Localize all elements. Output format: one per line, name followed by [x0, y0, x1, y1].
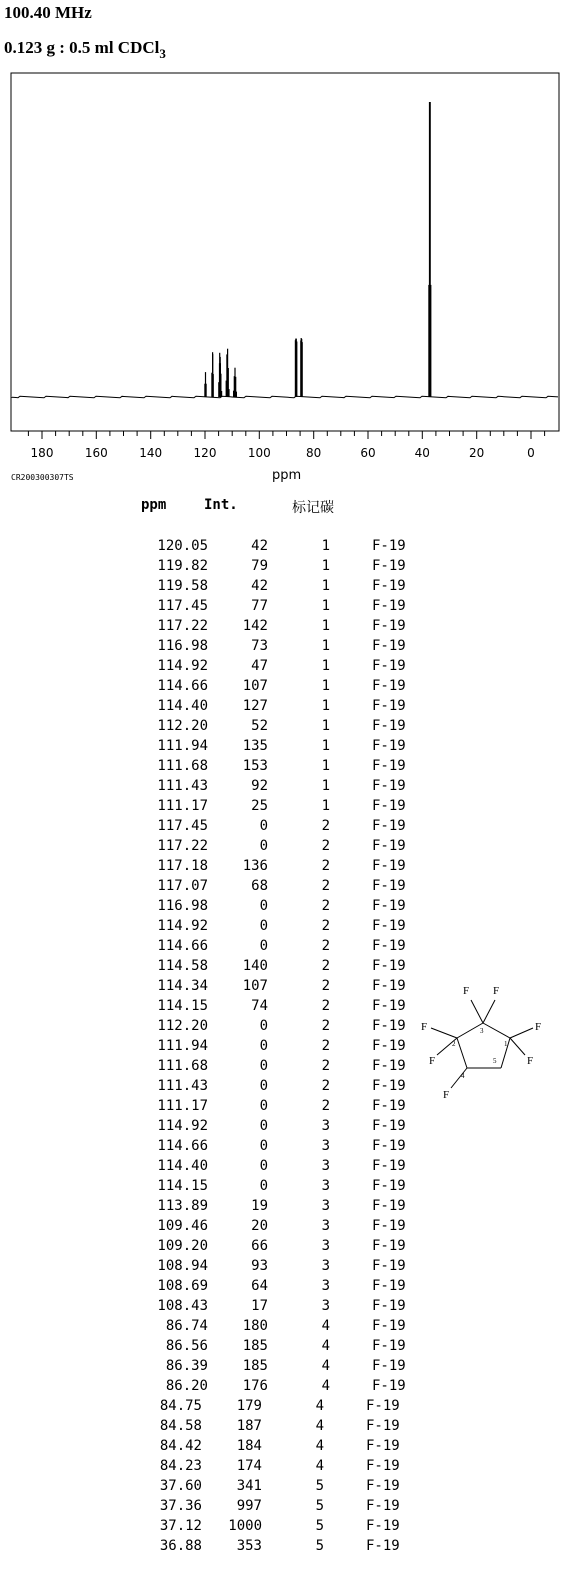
- table-row: [0, 1318, 570, 1338]
- row-ppm: 111.43: [157, 778, 208, 794]
- row-carbon: 3: [321, 1298, 330, 1314]
- table-row: [0, 1518, 570, 1538]
- row-ppm: 37.36: [159, 1498, 202, 1514]
- row-carbon: 2: [321, 918, 330, 934]
- row-carbon: 5: [315, 1498, 324, 1514]
- row-intensity: 0: [259, 1178, 268, 1194]
- row-intensity: 64: [251, 1278, 268, 1294]
- table-row: [0, 1358, 570, 1378]
- row-nucleus: F-19: [372, 1218, 406, 1234]
- row-ppm: 117.22: [157, 838, 208, 854]
- row-intensity: 0: [259, 1158, 268, 1174]
- x-tick-label: 120: [193, 446, 217, 460]
- row-carbon: 2: [321, 1018, 330, 1034]
- row-nucleus: F-19: [372, 1058, 406, 1074]
- x-axis-label: ppm: [272, 468, 302, 483]
- row-ppm: 112.20: [157, 718, 208, 734]
- row-ppm: 114.15: [157, 1178, 208, 1194]
- row-ppm: 111.94: [157, 738, 208, 754]
- table-row: [0, 578, 570, 598]
- row-ppm: 37.12: [159, 1518, 202, 1534]
- row-carbon: 4: [321, 1338, 330, 1354]
- row-carbon: 2: [321, 818, 330, 834]
- row-ppm: 113.89: [157, 1198, 208, 1214]
- row-intensity: 66: [251, 1238, 268, 1254]
- row-ppm: 116.98: [157, 638, 208, 654]
- row-carbon: 3: [321, 1198, 330, 1214]
- row-ppm: 86.56: [165, 1338, 208, 1354]
- row-nucleus: F-19: [366, 1398, 400, 1414]
- row-intensity: 0: [259, 818, 268, 834]
- row-intensity: 341: [236, 1478, 262, 1494]
- row-nucleus: F-19: [372, 558, 406, 574]
- x-tick-label: 140: [139, 446, 163, 460]
- row-nucleus: F-19: [366, 1458, 400, 1474]
- row-carbon: 3: [321, 1178, 330, 1194]
- row-ppm: 114.34: [157, 978, 208, 994]
- row-carbon: 1: [321, 738, 330, 754]
- table-row: [0, 1478, 570, 1498]
- row-carbon: 3: [321, 1218, 330, 1234]
- row-carbon: 2: [321, 858, 330, 874]
- x-tick-label: 160: [84, 446, 108, 460]
- table-row: [0, 738, 570, 758]
- row-nucleus: F-19: [372, 938, 406, 954]
- row-intensity: 176: [242, 1378, 268, 1394]
- row-carbon: 5: [315, 1538, 324, 1554]
- row-ppm: 114.58: [157, 958, 208, 974]
- fluorine-atom: F: [443, 1089, 450, 1101]
- row-nucleus: F-19: [372, 1018, 406, 1034]
- row-ppm: 37.60: [159, 1478, 202, 1494]
- row-ppm: 114.15: [157, 998, 208, 1014]
- row-intensity: 140: [242, 958, 268, 974]
- row-ppm: 36.88: [159, 1538, 202, 1554]
- row-ppm: 117.22: [157, 618, 208, 634]
- table-row: [0, 858, 570, 878]
- chemical-structure: [415, 980, 565, 1110]
- x-tick-label: 80: [306, 446, 322, 460]
- row-ppm: 86.74: [165, 1318, 208, 1334]
- table-row: [0, 618, 570, 638]
- row-ppm: 84.58: [159, 1418, 202, 1434]
- table-row: [0, 938, 570, 958]
- row-ppm: 116.98: [157, 898, 208, 914]
- x-tick-label: 180: [30, 446, 54, 460]
- row-carbon: 2: [321, 1058, 330, 1074]
- row-carbon: 1: [321, 678, 330, 694]
- row-carbon: 3: [321, 1158, 330, 1174]
- row-nucleus: F-19: [366, 1418, 400, 1434]
- row-nucleus: F-19: [372, 1318, 406, 1334]
- row-ppm: 84.75: [159, 1398, 202, 1414]
- row-carbon: 5: [315, 1518, 324, 1534]
- table-row: [0, 878, 570, 898]
- table-row: [0, 758, 570, 778]
- row-nucleus: F-19: [372, 858, 406, 874]
- row-nucleus: F-19: [372, 778, 406, 794]
- row-carbon: 2: [321, 978, 330, 994]
- row-ppm: 114.92: [157, 1118, 208, 1134]
- table-row: [0, 1158, 570, 1178]
- table-row: [0, 718, 570, 738]
- row-intensity: 127: [242, 698, 268, 714]
- row-ppm: 114.92: [157, 658, 208, 674]
- row-intensity: 93: [251, 1258, 268, 1274]
- row-ppm: 120.05: [157, 538, 208, 554]
- row-intensity: 0: [259, 1078, 268, 1094]
- row-carbon: 1: [321, 558, 330, 574]
- locant-1: 1: [504, 1040, 508, 1048]
- row-ppm: 117.18: [157, 858, 208, 874]
- row-carbon: 2: [321, 938, 330, 954]
- row-nucleus: F-19: [372, 1238, 406, 1254]
- row-carbon: 1: [321, 778, 330, 794]
- row-nucleus: F-19: [372, 1138, 406, 1154]
- row-intensity: 0: [259, 1058, 268, 1074]
- row-intensity: 136: [242, 858, 268, 874]
- locant-3: 3: [480, 1027, 484, 1035]
- row-ppm: 119.82: [157, 558, 208, 574]
- row-intensity: 1000: [228, 1518, 262, 1534]
- row-intensity: 353: [236, 1538, 262, 1554]
- row-intensity: 180: [242, 1318, 268, 1334]
- row-nucleus: F-19: [372, 998, 406, 1014]
- row-ppm: 109.46: [157, 1218, 208, 1234]
- spectrometer-frequency: 100.40 MHz: [4, 3, 92, 22]
- table-row: [0, 698, 570, 718]
- table-row: [0, 658, 570, 678]
- row-carbon: 4: [321, 1358, 330, 1374]
- row-intensity: 185: [242, 1358, 268, 1374]
- table-row: [0, 1458, 570, 1478]
- row-intensity: 174: [236, 1458, 262, 1474]
- row-intensity: 0: [259, 1018, 268, 1034]
- row-intensity: 73: [251, 638, 268, 654]
- row-carbon: 2: [321, 958, 330, 974]
- row-intensity: 184: [236, 1438, 262, 1454]
- row-intensity: 185: [242, 1338, 268, 1354]
- row-intensity: 79: [251, 558, 268, 574]
- row-nucleus: F-19: [372, 638, 406, 654]
- row-ppm: 86.39: [165, 1358, 208, 1374]
- row-intensity: 0: [259, 1098, 268, 1114]
- row-intensity: 0: [259, 938, 268, 954]
- table-row: [0, 838, 570, 858]
- sample-conditions-text: 0.123 g : 0.5 ml CDCl: [4, 38, 160, 57]
- row-carbon: 4: [321, 1378, 330, 1394]
- row-carbon: 2: [321, 998, 330, 1014]
- row-intensity: 135: [242, 738, 268, 754]
- row-carbon: 1: [321, 698, 330, 714]
- table-row: [0, 1378, 570, 1398]
- row-nucleus: F-19: [372, 598, 406, 614]
- x-axis-tick-labels: [31, 446, 535, 460]
- table-row: [0, 538, 570, 558]
- row-nucleus: F-19: [366, 1518, 400, 1534]
- fluorine-atom: F: [429, 1055, 436, 1067]
- row-ppm: 114.66: [157, 678, 208, 694]
- table-row: [0, 1338, 570, 1358]
- row-intensity: 0: [259, 918, 268, 934]
- row-nucleus: F-19: [372, 818, 406, 834]
- spectrum-id: CR200300307TS: [11, 473, 74, 482]
- row-intensity: 107: [242, 978, 268, 994]
- baseline: [12, 396, 558, 398]
- row-nucleus: F-19: [366, 1438, 400, 1454]
- row-intensity: 74: [251, 998, 268, 1014]
- row-nucleus: F-19: [372, 1298, 406, 1314]
- row-carbon: 1: [321, 658, 330, 674]
- fluorine-atom: F: [463, 985, 470, 997]
- row-nucleus: F-19: [372, 1038, 406, 1054]
- nmr-spectrum-chart: [0, 70, 570, 470]
- column-header-intensity: Int.: [204, 497, 238, 513]
- row-nucleus: F-19: [372, 798, 406, 814]
- row-intensity: 179: [236, 1398, 262, 1414]
- row-intensity: 153: [242, 758, 268, 774]
- plot-frame: [11, 73, 559, 431]
- row-nucleus: F-19: [366, 1498, 400, 1514]
- row-intensity: 0: [259, 1138, 268, 1154]
- row-intensity: 19: [251, 1198, 268, 1214]
- row-nucleus: F-19: [372, 978, 406, 994]
- row-ppm: 114.40: [157, 698, 208, 714]
- row-intensity: 107: [242, 678, 268, 694]
- row-ppm: 86.20: [165, 1378, 208, 1394]
- table-row: [0, 1238, 570, 1258]
- peaks: [205, 102, 431, 397]
- row-carbon: 5: [315, 1478, 324, 1494]
- table-row: [0, 1498, 570, 1518]
- row-carbon: 2: [321, 1038, 330, 1054]
- row-carbon: 1: [321, 578, 330, 594]
- row-intensity: 42: [251, 538, 268, 554]
- row-intensity: 0: [259, 1038, 268, 1054]
- row-carbon: 1: [321, 638, 330, 654]
- table-row: [0, 818, 570, 838]
- table-row: [0, 1538, 570, 1558]
- row-ppm: 114.66: [157, 1138, 208, 1154]
- row-intensity: 68: [251, 878, 268, 894]
- ring-bonds: [431, 1000, 533, 1088]
- row-carbon: 3: [321, 1278, 330, 1294]
- row-nucleus: F-19: [372, 1178, 406, 1194]
- row-ppm: 109.20: [157, 1238, 208, 1254]
- row-nucleus: F-19: [372, 658, 406, 674]
- row-ppm: 111.17: [157, 1098, 208, 1114]
- row-carbon: 1: [321, 758, 330, 774]
- table-row: [0, 1398, 570, 1418]
- row-carbon: 4: [315, 1418, 324, 1434]
- locant-2: 2: [452, 1040, 456, 1048]
- row-intensity: 77: [251, 598, 268, 614]
- row-carbon: 2: [321, 838, 330, 854]
- table-row: [0, 638, 570, 658]
- row-nucleus: F-19: [372, 538, 406, 554]
- table-row: [0, 958, 570, 978]
- table-row: [0, 1218, 570, 1238]
- column-header-ppm: ppm: [141, 497, 167, 513]
- row-carbon: 3: [321, 1118, 330, 1134]
- row-nucleus: F-19: [366, 1538, 400, 1554]
- row-intensity: 0: [259, 1118, 268, 1134]
- row-nucleus: F-19: [372, 1358, 406, 1374]
- x-tick-label: 40: [414, 446, 430, 460]
- row-ppm: 108.94: [157, 1258, 208, 1274]
- table-row: [0, 1438, 570, 1458]
- row-intensity: 17: [251, 1298, 268, 1314]
- row-nucleus: F-19: [372, 1338, 406, 1354]
- row-carbon: 1: [321, 618, 330, 634]
- table-row: [0, 1258, 570, 1278]
- row-nucleus: F-19: [372, 958, 406, 974]
- row-intensity: 142: [242, 618, 268, 634]
- fluorine-atom: F: [421, 1021, 428, 1033]
- row-ppm: 117.45: [157, 598, 208, 614]
- row-nucleus: F-19: [372, 738, 406, 754]
- row-ppm: 114.40: [157, 1158, 208, 1174]
- row-carbon: 2: [321, 1078, 330, 1094]
- row-ppm: 111.94: [157, 1038, 208, 1054]
- table-row: [0, 678, 570, 698]
- row-intensity: 42: [251, 578, 268, 594]
- table-row: [0, 558, 570, 578]
- row-nucleus: F-19: [372, 1158, 406, 1174]
- row-nucleus: F-19: [372, 678, 406, 694]
- row-ppm: 119.58: [157, 578, 208, 594]
- row-carbon: 3: [321, 1238, 330, 1254]
- row-nucleus: F-19: [372, 718, 406, 734]
- table-row: [0, 598, 570, 618]
- row-intensity: 47: [251, 658, 268, 674]
- table-row: [0, 1298, 570, 1318]
- table-row: [0, 1418, 570, 1438]
- row-ppm: 108.69: [157, 1278, 208, 1294]
- row-nucleus: F-19: [372, 1098, 406, 1114]
- row-nucleus: F-19: [372, 878, 406, 894]
- row-carbon: 4: [315, 1458, 324, 1474]
- x-axis-ticks: [28, 431, 544, 439]
- row-carbon: 2: [321, 878, 330, 894]
- baseline-trace: [12, 396, 558, 398]
- table-row: [0, 778, 570, 798]
- fluorine-atom: F: [493, 985, 500, 997]
- row-ppm: 84.23: [159, 1458, 202, 1474]
- x-tick-label: 100: [247, 446, 271, 460]
- row-carbon: 3: [321, 1138, 330, 1154]
- row-intensity: 92: [251, 778, 268, 794]
- table-row: [0, 898, 570, 918]
- row-carbon: 4: [315, 1438, 324, 1454]
- row-nucleus: F-19: [372, 578, 406, 594]
- row-nucleus: F-19: [372, 1198, 406, 1214]
- row-nucleus: F-19: [372, 1118, 406, 1134]
- locant-4: 4: [461, 1072, 465, 1080]
- table-row: [0, 1178, 570, 1198]
- fluorine-atom: F: [527, 1055, 534, 1067]
- table-row: [0, 1198, 570, 1218]
- row-nucleus: F-19: [372, 1378, 406, 1394]
- row-intensity: 997: [236, 1498, 262, 1514]
- row-intensity: 52: [251, 718, 268, 734]
- sample-conditions: [4, 38, 166, 62]
- row-nucleus: F-19: [372, 898, 406, 914]
- row-nucleus: F-19: [372, 618, 406, 634]
- row-carbon: 1: [321, 538, 330, 554]
- table-row: [0, 1138, 570, 1158]
- row-intensity: 0: [259, 898, 268, 914]
- row-carbon: 1: [321, 598, 330, 614]
- row-nucleus: F-19: [366, 1478, 400, 1494]
- locant-5: 5: [493, 1057, 497, 1065]
- row-carbon: 1: [321, 718, 330, 734]
- row-carbon: 1: [321, 798, 330, 814]
- column-header-carbon: 标记碳: [292, 500, 334, 516]
- row-nucleus: F-19: [372, 698, 406, 714]
- x-tick-label: 20: [469, 446, 485, 460]
- table-row: [0, 1278, 570, 1298]
- row-ppm: 114.66: [157, 938, 208, 954]
- row-nucleus: F-19: [372, 838, 406, 854]
- row-ppm: 114.92: [157, 918, 208, 934]
- row-ppm: 111.68: [157, 1058, 208, 1074]
- row-intensity: 187: [236, 1418, 262, 1434]
- row-ppm: 111.43: [157, 1078, 208, 1094]
- table-row: [0, 918, 570, 938]
- fluorine-atom: F: [535, 1021, 542, 1033]
- row-ppm: 117.45: [157, 818, 208, 834]
- row-nucleus: F-19: [372, 758, 406, 774]
- row-intensity: 25: [251, 798, 268, 814]
- row-nucleus: F-19: [372, 918, 406, 934]
- row-ppm: 108.43: [157, 1298, 208, 1314]
- row-nucleus: F-19: [372, 1078, 406, 1094]
- row-intensity: 20: [251, 1218, 268, 1234]
- row-ppm: 84.42: [159, 1438, 202, 1454]
- row-nucleus: F-19: [372, 1258, 406, 1274]
- row-ppm: 112.20: [157, 1018, 208, 1034]
- row-carbon: 2: [321, 1098, 330, 1114]
- row-nucleus: F-19: [372, 1278, 406, 1294]
- row-ppm: 111.68: [157, 758, 208, 774]
- row-carbon: 4: [321, 1318, 330, 1334]
- row-ppm: 117.07: [157, 878, 208, 894]
- row-ppm: 111.17: [157, 798, 208, 814]
- row-carbon: 3: [321, 1258, 330, 1274]
- table-row: [0, 1118, 570, 1138]
- x-tick-label: 0: [527, 446, 535, 460]
- sample-subscript: 3: [159, 46, 166, 61]
- row-carbon: 4: [315, 1398, 324, 1414]
- x-tick-label: 60: [360, 446, 376, 460]
- row-carbon: 2: [321, 898, 330, 914]
- row-intensity: 0: [259, 838, 268, 854]
- table-row: [0, 798, 570, 818]
